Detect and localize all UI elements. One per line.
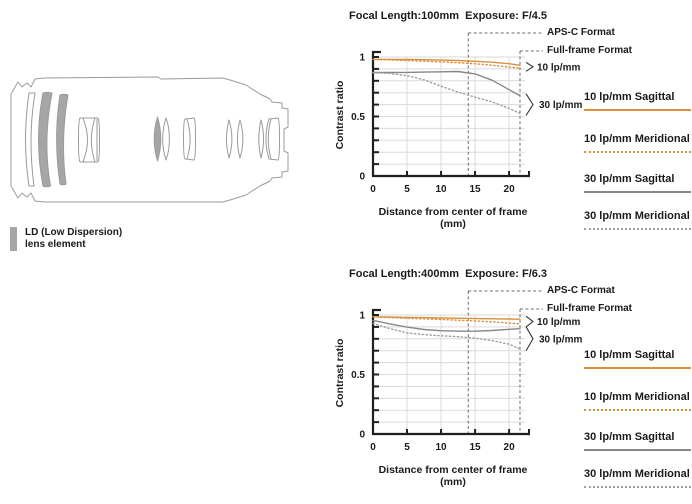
y-axis-label: Contrast ratio [334,338,346,408]
ld-element-3 [154,117,161,161]
legend-label: 10 lp/mm Meridional [584,391,690,403]
x-axis-label: Distance from center of frame (mm) [378,206,528,230]
legend-label: 30 lp/mm Meridional [584,210,690,222]
chart-title: Focal Length:400mm Exposure: F/6.3 [349,268,548,280]
legend-line-swatch [584,367,691,369]
legend-item [584,345,692,369]
legend-label: 10 lp/mm Meridional [584,133,690,145]
svg-text:1: 1 [359,310,365,322]
svg-text:0.5: 0.5 [351,370,365,381]
lens-group-3 [184,118,196,160]
mtf-legend [584,8,692,246]
svg-text:15: 15 [469,442,481,453]
legend-item [584,206,692,230]
svg-text:20: 20 [503,184,515,195]
legend-item [584,129,692,153]
svg-text:0: 0 [359,171,365,183]
lens-element [163,118,170,160]
svg-text:5: 5 [404,442,410,453]
svg-text:30 lp/mm: 30 lp/mm [539,334,583,346]
lens-group-3-inner [187,119,190,159]
ld-element-2 [57,94,68,185]
ld-legend-line2: lens element [25,239,86,250]
legend-item [584,464,692,488]
ld-legend-line1: LD (Low Dispersion) [25,227,123,238]
svg-text:10: 10 [435,184,447,195]
ld-legend [10,227,122,251]
svg-text:0.5: 0.5 [351,112,365,123]
legend-label: 10 lp/mm Sagittal [584,91,675,103]
svg-text:20: 20 [503,442,515,453]
x-axis-label: Distance from center of frame (mm) [378,464,528,488]
svg-text:0: 0 [359,429,365,441]
legend-line-swatch [584,191,691,193]
lens-element [226,120,232,158]
legend-item [584,387,692,411]
svg-text:0: 0 [370,184,376,195]
legend-item [584,427,692,451]
legend-line-swatch [584,409,691,411]
lens-group-5-inner [268,119,271,159]
svg-text:10 lp/mm: 10 lp/mm [537,62,581,74]
svg-text:30 lp/mm: 30 lp/mm [539,100,583,112]
svg-text:10: 10 [435,442,447,453]
legend-label: 30 lp/mm Meridional [584,468,690,480]
legend-label: 30 lp/mm Sagittal [584,173,675,185]
legend-line-swatch [584,109,691,111]
lens-cross-section [8,68,300,208]
apsc-format-label: APS-C Format [547,27,615,38]
lens-barrel-outline [11,77,288,202]
ld-element-1 [39,92,53,187]
legend-line-swatch [584,449,691,451]
lens-element [26,93,35,186]
legend-line-swatch [584,486,691,488]
legend-label: 30 lp/mm Sagittal [584,431,675,443]
svg-text:0: 0 [370,442,376,453]
y-axis-label: Contrast ratio [334,80,346,150]
lens-group-2 [79,118,100,162]
legend-item [584,169,692,193]
svg-text:5: 5 [404,184,410,195]
lens-group-2-inner [83,118,97,162]
apsc-format-label: APS-C Format [547,285,615,296]
svg-text:10 lp/mm: 10 lp/mm [537,317,581,329]
svg-text:1: 1 [359,52,365,64]
lens-diagram-svg [8,68,300,208]
lens-element [259,120,264,158]
fullframe-format-label: Full-frame Format [547,303,633,314]
mtf-chart-100mm [330,8,692,246]
legend-label: 10 lp/mm Sagittal [584,349,675,361]
legend-item [584,87,692,111]
ld-swatch [10,227,17,251]
lens-element [237,120,243,158]
legend-line-swatch [584,228,691,230]
chart-title: Focal Length:100mm Exposure: F/4.5 [349,10,548,22]
fullframe-format-label: Full-frame Format [547,45,633,56]
mtf-chart-400mm [330,266,692,504]
svg-text:15: 15 [469,184,481,195]
legend-line-swatch [584,151,691,153]
mtf-legend [584,266,692,504]
